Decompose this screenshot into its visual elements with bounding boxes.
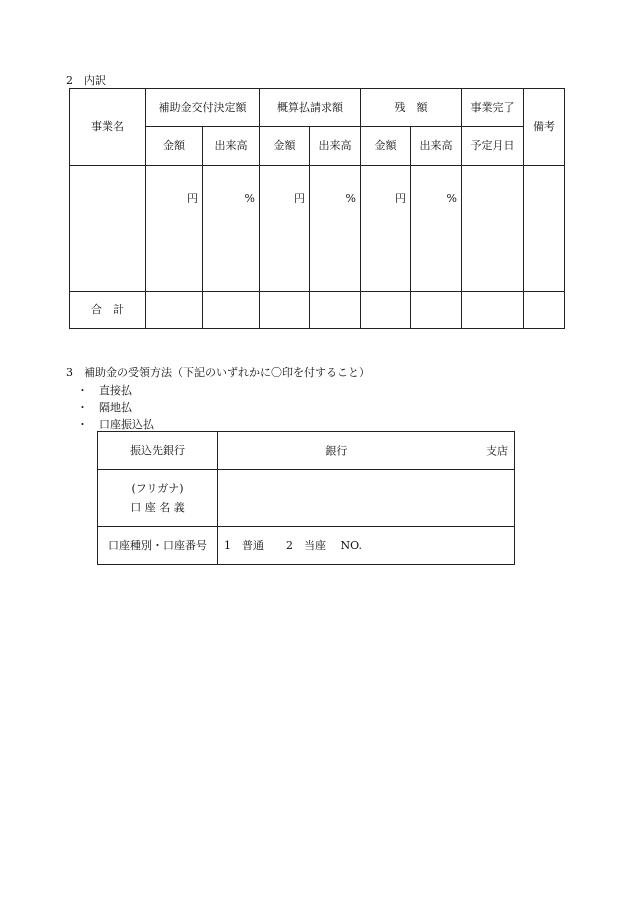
entry-decided-amount-cell[interactable] (146, 166, 203, 292)
option-label: 直接払 (99, 384, 132, 397)
section-2-title: 2 内訳 (66, 74, 106, 87)
total-completion-date-cell[interactable] (462, 292, 524, 329)
furigana-label: (フリガナ) (131, 481, 184, 495)
bank-name-field[interactable] (218, 432, 515, 470)
total-balance-progress-cell[interactable] (411, 292, 462, 329)
entry-claim-amount-cell[interactable] (260, 166, 310, 292)
subheader-progress: 出来高 (310, 127, 361, 166)
total-decided-amount-cell[interactable] (146, 292, 203, 329)
header-completion-line1: 事業完了 (462, 89, 524, 127)
bank-suffix: 銀行 (325, 443, 348, 457)
yen-unit: 円 (294, 192, 305, 205)
header-balance: 残 額 (361, 89, 462, 127)
header-estimated-claim: 概算払請求額 (260, 89, 361, 127)
entry-remarks-cell[interactable] (524, 166, 565, 292)
header-project-name: 事業名 (70, 89, 146, 166)
total-decided-progress-cell[interactable] (203, 292, 260, 329)
bullet-icon: ・ (77, 401, 88, 414)
total-balance-amount-cell[interactable] (361, 292, 411, 329)
entry-decided-progress-cell[interactable] (203, 166, 260, 292)
total-claim-amount-cell[interactable] (260, 292, 310, 329)
option-direct-payment[interactable] (77, 382, 132, 398)
bullet-icon: ・ (77, 384, 88, 397)
percent-unit: % (446, 192, 457, 205)
account-holder-label (98, 470, 218, 527)
entry-balance-amount-cell[interactable] (361, 166, 411, 292)
holder-label: 口 座 名 義 (130, 501, 185, 514)
breakdown-table (69, 88, 565, 329)
percent-unit: % (244, 192, 255, 205)
option-label: 口座振込払 (99, 418, 154, 431)
entry-claim-progress-cell[interactable] (310, 166, 361, 292)
entry-completion-date-cell[interactable] (462, 166, 524, 292)
total-remarks-cell[interactable] (524, 292, 565, 329)
bank-label: 振込先銀行 (98, 432, 218, 470)
subheader-amount: 金額 (146, 127, 203, 166)
total-claim-progress-cell[interactable] (310, 292, 361, 329)
entry-project-name-cell[interactable] (70, 166, 146, 292)
account-type-label: 口座種別・口座番号 (98, 527, 218, 565)
section-3-title: 3 補助金の受領方法（下記のいずれかに〇印を付すること） (66, 366, 370, 379)
subheader-progress: 出来高 (411, 127, 462, 166)
option-label: 隔地払 (99, 401, 132, 414)
percent-unit: % (345, 192, 356, 205)
bank-transfer-table (97, 431, 515, 565)
option-remote-payment[interactable] (77, 399, 132, 415)
account-type-field[interactable]: 1 普通 2 当座 NO. (218, 527, 515, 565)
subheader-progress: 出来高 (203, 127, 260, 166)
yen-unit: 円 (187, 192, 198, 205)
bullet-icon: ・ (77, 418, 88, 431)
header-remarks: 備考 (524, 89, 565, 166)
total-label: 合 計 (70, 292, 146, 329)
header-decided-amount: 補助金交付決定額 (146, 89, 260, 127)
yen-unit: 円 (395, 192, 406, 205)
entry-balance-progress-cell[interactable] (411, 166, 462, 292)
subheader-amount: 金額 (260, 127, 310, 166)
account-holder-field[interactable] (218, 470, 515, 527)
header-completion-line2: 予定月日 (462, 127, 524, 166)
subheader-amount: 金額 (361, 127, 411, 166)
branch-suffix: 支店 (486, 443, 508, 457)
option-bank-transfer[interactable] (77, 416, 154, 432)
